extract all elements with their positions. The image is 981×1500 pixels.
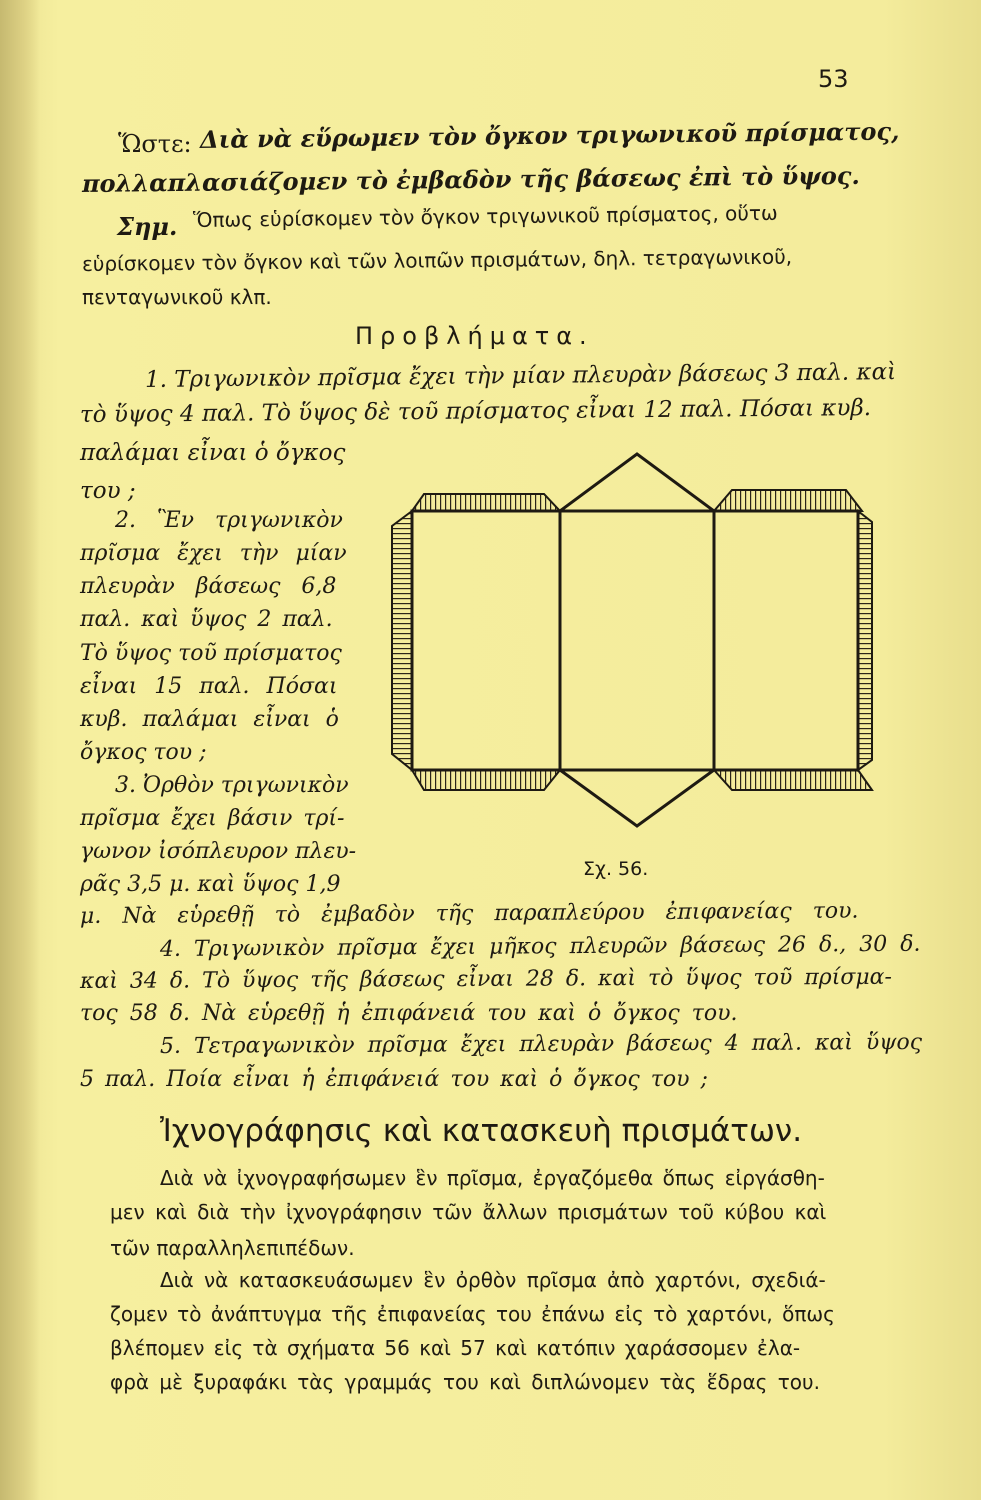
body-para1-line1: Διὰ νὰ ἰχνογραφήσωμεν ἓν πρῖσμα, ἐργαζόμεθα ὅπως εἰργάσθη- — [160, 1166, 825, 1190]
problem-4-line3: τος 58 δ. Νὰ εὑρεθῇ ἡ ἐπιφάνειά του καὶ ὁ ὄγκος του. — [80, 1001, 738, 1026]
problem-2-line7: κυβ. παλάμαι εἶναι ὁ — [80, 707, 339, 732]
face-right — [714, 511, 858, 770]
page-number: 53 — [818, 65, 849, 93]
note-label: Σημ. — [117, 212, 178, 241]
bottom-left-glue-tab — [412, 770, 560, 790]
problem-2-line4: παλ. καὶ ὕψος 2 παλ. — [80, 607, 333, 632]
problem-1-line4: του ; — [80, 478, 136, 504]
problems-heading: Προβλήματα. — [355, 322, 594, 350]
problem-5-line2: 5 παλ. Ποία εἶναι ἡ ἐπιφάνειά του καὶ ὁ ὄγκος του ; — [80, 1067, 708, 1092]
left-glue-tab — [392, 511, 412, 770]
problem-2-line5: Τὸ ὕψος τοῦ πρίσματος — [80, 641, 342, 666]
prism-net-figure — [380, 448, 890, 878]
body-para2-line4: φρὰ μὲ ξυραφάκι τὰς γραμμάς του καὶ διπλώνομεν τὰς ἕδρας του. — [110, 1370, 820, 1394]
section-title: Ἰχνογράφησις καὶ κατασκευὴ πρισμάτων. — [160, 1113, 803, 1149]
top-triangle-base — [560, 454, 714, 511]
problem-3-line2: πρῖσμα ἔχει βάσιν τρί- — [80, 806, 345, 831]
problem-2-line8: ὄγκος του ; — [80, 740, 207, 765]
face-middle — [560, 511, 714, 770]
bottom-right-glue-tab — [714, 770, 872, 790]
note-line2: εὑρίσκομεν τὸν ὄγκον καὶ τῶν λοιπῶν πρισμάτων, δηλ. τετραγωνικοῦ, — [81, 244, 793, 276]
summary-rule-line2: πολλαπλασιάζομεν τὸ ἐμβαδὸν τῆς βάσεως ἐπὶ τὸ ὕψος. — [81, 160, 860, 198]
problem-3-line1: 3. Ὀρθὸν τριγωνικὸν — [115, 773, 349, 798]
page-spine-shadow — [0, 0, 40, 1500]
problem-1-line1: 1. Τριγωνικὸν πρῖσμα ἔχει τὴν μίαν πλευρὰν βάσεως 3 παλ. καὶ — [144, 359, 897, 393]
body-para2-line3: βλέπομεν εἰς τὰ σχήματα 56 καὶ 57 καὶ κατόπιν χαράσσομεν ἐλα- — [110, 1336, 801, 1360]
body-para1-line2: μεν καὶ διὰ τὴν ἰχνογράφησιν τῶν ἄλλων πρισμάτων τοῦ κύβου καὶ — [110, 1200, 827, 1224]
bottom-triangle-base — [560, 770, 714, 826]
problem-5-line1: 5. Τετραγωνικὸν πρῖσμα ἔχει πλευρὰν βάσεως 4 παλ. καὶ ὕψος — [159, 1030, 923, 1059]
problem-3-line3: γωνον ἰσόπλευρον πλευ- — [80, 839, 357, 864]
top-left-glue-tab — [412, 494, 560, 511]
note-line1: Ὅπως εὑρίσκομεν τὸν ὄγκον τριγωνικοῦ πρίσματος, οὕτω — [192, 200, 778, 232]
problem-3-line5: μ. Νὰ εὑρεθῇ τὸ ἐμβαδὸν τῆς παραπλεύρου ἐπιφανείας του. — [79, 898, 859, 929]
summary-rule-line1: Διὰ νὰ εὕρωμεν τὸν ὄγκον τριγωνικοῦ πρίσματος, — [199, 116, 900, 154]
problem-2-line6: εἶναι 15 παλ. Πόσαι — [80, 674, 338, 699]
problem-2-line2: πρῖσμα ἔχει τὴν μίαν — [80, 541, 347, 566]
problem-1-line2: τὸ ὕψος 4 παλ. Τὸ ὕψος δὲ τοῦ πρίσματος εἶναι 12 παλ. Πόσαι κυβ. — [79, 395, 872, 428]
problem-4-line1: 4. Τριγωνικὸν πρῖσμα ἔχει μῆκος πλευρῶν βάσεως 26 δ., 30 δ. — [159, 931, 921, 962]
face-left — [412, 511, 560, 770]
problem-3-line4: ρᾶς 3,5 μ. καὶ ὕψος 1,9 — [80, 872, 341, 897]
problem-4-line2: καὶ 34 δ. Τὸ ὕψος τῆς βάσεως εἶναι 28 δ. καὶ τὸ ὕψος τοῦ πρίσμα- — [79, 964, 893, 994]
body-para2-line1: Διὰ νὰ κατασκευάσωμεν ἓν ὀρθὸν πρῖσμα ἀπὸ χαρτόνι, σχεδιά- — [160, 1268, 826, 1292]
figure-caption: Σχ. 56. — [583, 858, 649, 880]
body-para1-line3: τῶν παραλληλεπιπέδων. — [110, 1236, 355, 1260]
body-para2-line2: ζομεν τὸ ἀνάπτυγμα τῆς ἐπιφανείας του ἐπάνω εἰς τὸ χαρτόνι, ὅπως — [110, 1302, 835, 1326]
problem-1-line3: παλάμαι εἶναι ὁ ὄγκος — [80, 440, 346, 466]
top-right-glue-tab — [714, 490, 862, 511]
problem-2-line3: πλευρὰν βάσεως 6,8 — [80, 574, 337, 599]
problem-2-line1: 2. Ἓν τριγωνικὸν — [115, 508, 343, 533]
note-line3: πενταγωνικοῦ κλπ. — [82, 285, 272, 309]
summary-prefix: Ὥστε: — [118, 130, 192, 158]
right-glue-tab — [858, 511, 872, 770]
